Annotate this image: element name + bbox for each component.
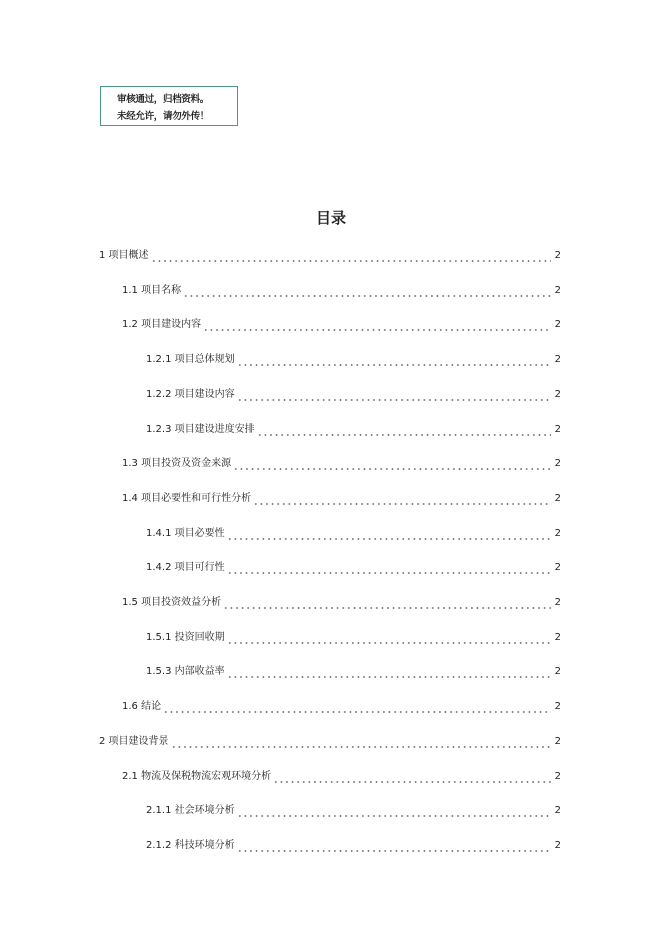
toc-entry-label: 1.6 结论 [122,701,162,713]
toc-entry-page: 2 [554,458,561,470]
toc-entry-label: 2.1.1 社会环境分析 [146,805,235,817]
toc-entry-page: 2 [554,284,561,296]
toc-entry-page: 2 [554,631,561,643]
toc-leader-dots [237,357,551,367]
toc-entry[interactable] [122,592,561,610]
toc-entry-label: 1.5.1 投资回收期 [146,631,225,643]
toc-entry-page: 2 [554,354,561,366]
stamp-line-2: 未经允许，请勿外传！ [117,111,210,122]
toc-entry[interactable] [146,835,561,853]
toc-leader-dots [253,496,551,506]
toc-leader-dots [233,461,551,471]
toc-entry-label: 1.2.2 项目建设内容 [146,388,235,400]
toc-entry-page: 2 [554,388,561,400]
toc-leader-dots [227,531,551,541]
toc-entry-page: 2 [554,805,561,817]
toc-entry[interactable] [122,314,561,332]
toc-leader-dots [237,808,551,818]
toc-entry-label: 1.2.1 项目总体规划 [146,354,235,366]
stamp-line-1: 审核通过，归档资料。 [117,94,210,105]
approval-stamp [100,86,238,126]
toc-entry-page: 2 [554,735,561,747]
toc-leader-dots [183,288,551,298]
toc-entry[interactable] [122,453,561,471]
toc-entry-label: 1.2.3 项目建设进度安排 [146,423,255,435]
toc-entry-label: 1.4 项目必要性和可行性分析 [122,492,252,504]
toc-entry[interactable] [146,661,561,679]
toc-entry[interactable] [146,349,561,367]
toc-leader-dots [203,322,551,332]
toc-entry-label: 2 项目建设背景 [99,735,169,747]
toc-entry-label: 1.2 项目建设内容 [122,319,202,331]
toc-leader-dots [227,565,551,575]
toc-entry-page: 2 [554,423,561,435]
toc-entry[interactable] [146,800,561,818]
toc-entry-label: 1.3 项目投资及资金来源 [122,458,232,470]
toc-entry[interactable] [146,557,561,575]
toc-leader-dots [237,843,551,853]
toc-leader-dots [257,427,551,437]
toc-entry[interactable] [122,766,561,784]
toc-leader-dots [223,600,551,610]
toc-entry-page: 2 [554,250,561,261]
toc-entry-page: 2 [554,562,561,574]
toc-entry-page: 2 [554,770,561,782]
toc-entry-page: 2 [554,527,561,539]
toc-entry-page: 2 [554,701,561,713]
toc-leader-dots [273,774,551,784]
toc-entry[interactable] [122,696,561,714]
toc-leader-dots [171,739,551,749]
toc-entry-label: 2.1 物流及保税物流宏观环境分析 [122,770,272,782]
toc-entry-label: 1.4.1 项目必要性 [146,527,225,539]
toc-entry-page: 2 [554,492,561,504]
toc-leader-dots [163,704,551,714]
toc-entry[interactable] [146,627,561,645]
toc-entry-page: 2 [554,319,561,331]
toc-entry-label: 1.5 项目投资效益分析 [122,597,222,608]
toc-entry[interactable] [146,384,561,402]
toc-leader-dots [237,392,551,402]
toc-entry-label: 1.1 项目名称 [122,284,182,296]
toc-entry-page: 2 [554,597,561,608]
toc-leader-dots [227,635,551,645]
toc-entry-label: 1.4.2 项目可行性 [146,562,225,574]
toc-title: 目录 [315,209,346,227]
toc-entry-page: 2 [554,839,561,851]
toc-entry[interactable] [99,731,561,749]
toc-entry[interactable] [122,488,561,506]
toc-entry-label: 2.1.2 科技环境分析 [146,839,235,851]
toc-entry[interactable] [122,280,561,298]
toc-entry[interactable] [146,523,561,541]
toc-entry-page: 2 [554,666,561,678]
toc-entry-label: 1.5.3 内部收益率 [146,666,225,678]
toc-entry[interactable] [99,245,561,263]
toc-entry[interactable] [146,419,561,437]
toc-entry-label: 1 项目概述 [99,250,149,261]
toc-leader-dots [151,253,551,263]
toc-leader-dots [227,669,551,679]
